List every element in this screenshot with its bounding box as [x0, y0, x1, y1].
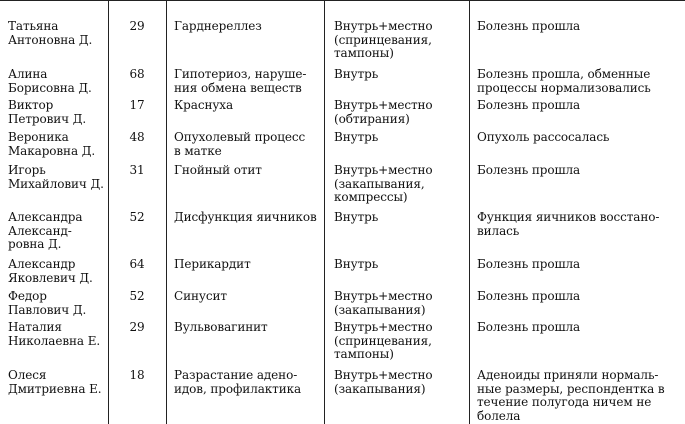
patient-age: 17 — [129, 98, 145, 112]
column-divider — [324, 0, 325, 424]
patient-name: Алина Борисовна Д. — [8, 67, 92, 95]
patient-name: Федор Павлович Д. — [8, 289, 87, 317]
treatment-method: Внутрь+местно (спринцевания, тампоны) — [334, 320, 433, 361]
treatment-method: Внутрь+местно (закапывания) — [334, 368, 433, 396]
treatment-method: Внутрь — [334, 67, 379, 81]
treatment-result: Болезнь прошла, обменные процессы нормализовались — [477, 67, 651, 95]
diagnosis: Разрастание адено- идов, профилактика — [174, 368, 302, 396]
patient-name: Наталия Николаевна Е. — [8, 320, 101, 348]
treatment-result: Болезнь прошла — [477, 257, 581, 271]
treatment-method: Внутрь+местно (обтирания) — [334, 98, 433, 126]
diagnosis: Гипотериоз, наруше- ния обмена веществ — [174, 67, 307, 95]
diagnosis: Синусит — [174, 289, 227, 303]
patient-age: 68 — [129, 67, 145, 81]
diagnosis: Перикардит — [174, 257, 251, 271]
treatment-method: Внутрь — [334, 257, 379, 271]
treatment-result: Болезнь прошла — [477, 19, 581, 33]
patient-age: 29 — [129, 320, 145, 334]
patient-age: 52 — [129, 210, 145, 224]
patient-age: 64 — [129, 257, 145, 271]
treatment-result: Болезнь прошла — [477, 289, 581, 303]
patient-name: Татьяна Антоновна Д. — [8, 19, 93, 47]
diagnosis: Гарднереллез — [174, 19, 262, 33]
column-divider — [469, 0, 470, 424]
patient-age: 29 — [129, 19, 145, 33]
treatment-result: Аденоиды приняли нормаль- ные размеры, респондентка в течение полугода ничем не болела — [477, 368, 665, 423]
patient-name: Александр Яковлевич Д. — [8, 257, 93, 285]
patient-name: Александра Александ- ровна Д. — [8, 210, 83, 251]
treatment-method: Внутрь — [334, 210, 379, 224]
treatment-method: Внутрь — [334, 130, 379, 144]
diagnosis: Дисфункция яичников — [174, 210, 317, 224]
patient-name: Вероника Макаровна Д. — [8, 130, 96, 158]
patient-age: 52 — [129, 289, 145, 303]
patient-name: Игорь Михайлович Д. — [8, 163, 104, 191]
patient-age: 18 — [129, 368, 145, 382]
table-top-border — [0, 0, 685, 1]
diagnosis: Краснуха — [174, 98, 234, 112]
patient-age: 31 — [129, 163, 145, 177]
treatment-result: Функция яичников восстано- вилась — [477, 210, 660, 238]
treatment-result: Болезнь прошла — [477, 320, 581, 334]
patient-name: Виктор Петрович Д. — [8, 98, 87, 126]
treatment-method: Внутрь+местно (спринцевания, тампоны) — [334, 19, 433, 60]
treatment-method: Внутрь+местно (закапывания) — [334, 289, 433, 317]
diagnosis: Гнойный отит — [174, 163, 262, 177]
column-divider — [166, 0, 167, 424]
treatment-result: Болезнь прошла — [477, 98, 581, 112]
diagnosis: Вульвовагинит — [174, 320, 268, 334]
patient-age: 48 — [129, 130, 145, 144]
treatment-method: Внутрь+местно (закапывания, компрессы) — [334, 163, 433, 204]
treatment-result: Болезнь прошла — [477, 163, 581, 177]
diagnosis: Опухолевый процесс в матке — [174, 130, 306, 158]
patient-name: Олеся Дмитриевна Е. — [8, 368, 102, 396]
treatment-result: Опухоль рассосалась — [477, 130, 610, 144]
